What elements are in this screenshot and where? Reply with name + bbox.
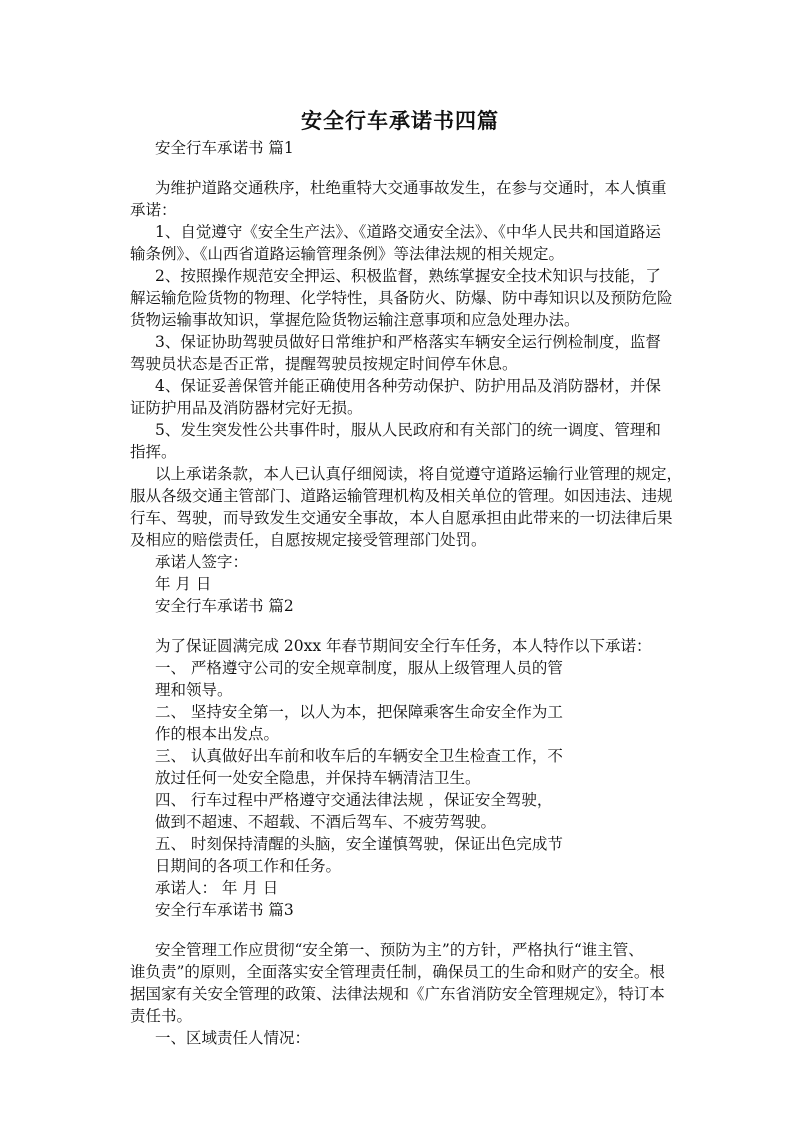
section-heading-3: 安全行车承诺书 篇3 (155, 901, 294, 919)
paragraph-line: 为了保证圆满完成 20xx 年春节期间安全行车任务，本人特作以下承诺： (155, 637, 652, 655)
paragraph-line: 安全管理工作应贯彻“安全第一、预防为主”的方针，严格执行“谁主管、 (155, 941, 644, 959)
paragraph-line: 3、保证协助驾驶员做好日常维护和严格落实车辆安全运行例检制度，监督 (155, 333, 661, 351)
paragraph-line: 四、 行车过程中严格遵守交通法律法规 ，保证安全驾驶， (155, 791, 553, 809)
paragraph-line: 二、 坚持安全第一，以人为本，把保障乘客生命安全作为工 (155, 703, 563, 721)
section-heading-2: 安全行车承诺书 篇2 (155, 597, 294, 615)
paragraph-line: 一、区域责任人情况： (155, 1029, 311, 1047)
paragraph-line: 做到不超速、不超载、不酒后驾车、不疲劳驾驶。 (155, 813, 497, 831)
paragraph-line: 三、 认真做好出车前和收车后的车辆安全卫生检查工作，不 (155, 747, 563, 765)
paragraph-line: 一、 严格遵守公司的安全规章制度，服从上级管理人员的管 (155, 659, 563, 677)
paragraph-line: 据国家有关安全管理的政策、法律法规和《广东省消防安全管理规定》，特订本 (130, 985, 665, 1003)
paragraph-line: 及相应的赔偿责任，自愿按规定接受管理部门处罚。 (130, 531, 487, 549)
paragraph-line: 责任书。 (130, 1007, 193, 1025)
paragraph-line: 指挥。 (130, 443, 177, 461)
paragraph-line: 理和领导。 (155, 681, 233, 699)
paragraph-line: 以上承诺条款，本人已认真仔细阅读，将自觉遵守道路运输行业管理的规定， (155, 465, 683, 483)
paragraph-line: 日期间的各项工作和任务。 (155, 857, 342, 875)
paragraph-line: 5、发生突发性公共事件时，服从人民政府和有关部门的统一调度、管理和 (155, 421, 661, 439)
document-title: 安全行车承诺书四篇 (301, 109, 499, 133)
paragraph-line: 2、按照操作规范安全押运、积极监督，熟练掌握安全技术知识与技能，了 (155, 267, 661, 285)
paragraph-line: 驾驶员状态是否正常，提醒驾驶员按规定时间停车休息。 (130, 355, 518, 373)
paragraph-line: 承诺： (130, 201, 177, 219)
paragraph-line: 为维护道路交通秩序，杜绝重特大交通事故发生，在参与交通时，本人慎重 (155, 179, 667, 197)
paragraph-line: 证防护用品及消防器材完好无损。 (130, 399, 363, 417)
paragraph-line: 五、 时刻保持清醒的头脑，安全谨慎驾驶，保证出色完成节 (155, 835, 563, 853)
paragraph-line: 作的根本出发点。 (155, 725, 280, 743)
paragraph-line: 1、自觉遵守《安全生产法》、《道路交通安全法》、《中华人民共和国道路运 (155, 223, 661, 241)
paragraph-line: 4、保证妥善保管并能正确使用各种劳动保护、防护用品及消防器材，并保 (155, 377, 661, 395)
paragraph-line: 输条例》、《山西省道路运输管理条例》等法律法规的相关规定。 (130, 245, 565, 263)
paragraph-line: 服从各级交通主管部门、道路运输管理机构及相关单位的管理。如因违法、违规 (130, 487, 673, 505)
paragraph-line: 放过任何一处安全隐患，并保持车辆清洁卫生。 (155, 769, 481, 787)
paragraph-line: 货物运输事故知识，掌握危险货物运输注意事项和应急处理办法。 (130, 311, 580, 329)
paragraph-line: 行车、驾驶，而导致发生交通安全事故，本人自愿承担由此带来的一切法律后果 (130, 509, 673, 527)
section-heading-1: 安全行车承诺书 篇1 (155, 139, 294, 157)
signature-label: 承诺人签字： (155, 553, 249, 571)
date-line: 年 月 日 (155, 575, 212, 593)
paragraph-line: 解运输危险货物的物理、化学特性，具备防火、防爆、防中毒知识以及预防危险 (130, 289, 673, 307)
signature-date-line: 承诺人： 年 月 日 (155, 879, 279, 897)
paragraph-line: 谁负责”的原则，全面落实安全管理责任制，确保员工的生命和财产的安全。根 (130, 963, 665, 981)
